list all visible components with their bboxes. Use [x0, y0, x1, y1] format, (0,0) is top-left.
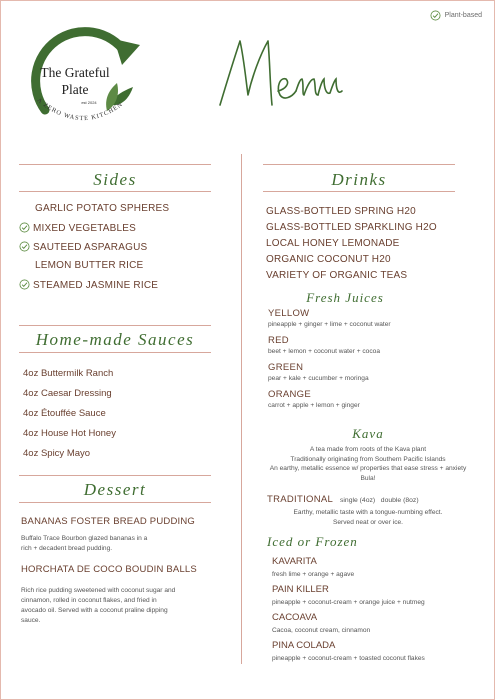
- iced-item-desc-text: Cacoa, coconut cream, cinnamon: [272, 627, 371, 634]
- menu-title: [206, 33, 346, 123]
- iced-item-desc: [272, 655, 425, 664]
- drink-item-text: VARIETY OF ORGANIC TEAS: [266, 270, 408, 281]
- side-item-text: SAUTEED ASPARAGUS: [33, 242, 148, 253]
- drink-item-text: LOCAL HONEY LEMONADE: [266, 238, 400, 249]
- logo-name-line1: The Grateful: [40, 65, 110, 80]
- iced-item-desc: [272, 571, 354, 580]
- sauce-item: [23, 388, 112, 399]
- plant-based-check-icon: [19, 241, 30, 252]
- plant-based-label: Plant-based: [444, 12, 482, 19]
- dessert-item-desc: sauce.: [21, 617, 41, 624]
- iced-item-desc: [272, 599, 425, 608]
- sauce-item: [23, 448, 90, 459]
- juice-name: [268, 308, 309, 319]
- side-item-text: MIXED VEGETABLES: [33, 223, 137, 234]
- juice-desc: [268, 321, 391, 330]
- juice-name: [268, 335, 289, 346]
- dessert-item-name: HORCHATA DE COCO BOUDIN BALLS: [21, 564, 197, 575]
- iced-heading: Iced or Frozen: [267, 534, 358, 549]
- sides-heading: Sides: [93, 170, 137, 189]
- juices-heading: Fresh Juices: [306, 290, 384, 305]
- dessert-item-name: BANANAS FOSTER BREAD PUDDING: [21, 516, 195, 527]
- sauces-heading: Home-made Sauces: [35, 330, 195, 349]
- sauce-item-text: 4oz Caesar Dressing: [23, 388, 112, 399]
- side-item-text: STEAMED JASMINE RICE: [33, 280, 159, 291]
- logo-est: est 2024: [81, 100, 97, 105]
- drinks-rule-top: [263, 164, 455, 165]
- iced-item-desc-text: fresh lime + orange + agave: [272, 571, 355, 578]
- kava-desc-line: A tea made from roots of the Kava plant: [309, 446, 427, 453]
- logo-name-line2: Plate: [61, 82, 89, 97]
- iced-item-name: [272, 556, 317, 567]
- plant-based-legend: [430, 10, 482, 21]
- drink-item-text: ORGANIC COCONUT H20: [266, 254, 391, 265]
- iced-item-desc: [272, 627, 370, 636]
- drink-item-text: GLASS-BOTTLED SPRING H20: [266, 206, 416, 217]
- dessert-item-desc: Rich rice pudding sweetened with coconut sugar and: [21, 587, 176, 594]
- juice-desc-text: pineapple + ginger + lime + coconut water: [268, 321, 391, 328]
- side-item-text: LEMON BUTTER RICE: [35, 260, 144, 271]
- juice-name-text: ORANGE: [268, 389, 311, 400]
- juice-desc-text: pear + kale + cucumber + moringa: [268, 375, 369, 382]
- iced-item-name-text: CACOAVA: [272, 612, 318, 623]
- iced-item-name: [272, 612, 317, 623]
- sides-rule-top: [19, 164, 211, 165]
- dessert-rule-bottom: [19, 502, 211, 503]
- kava-desc-line: Bula!: [360, 474, 376, 482]
- juice-name-text: RED: [268, 335, 289, 346]
- dessert-item-desc: Buffalo Trace Bourbon glazed bananas in a: [21, 535, 148, 542]
- grateful-plate-logo: [19, 15, 144, 140]
- iced-item-desc-text: pineapple + coconut-cream + toasted coconut flakes: [272, 655, 425, 662]
- dessert-item-desc: cinnamon, rolled in coconut flakes, and fried in: [21, 597, 157, 604]
- sauce-item-text: 4oz Buttermilk Ranch: [23, 368, 114, 379]
- kava-heading: Kava: [352, 426, 384, 441]
- plant-based-check-icon: [19, 279, 30, 290]
- side-item-text: GARLIC POTATO SPHERES: [35, 203, 170, 214]
- kava-item-sizes: single (4oz) double (8oz): [340, 497, 419, 504]
- dessert-heading: Dessert: [83, 480, 147, 499]
- drink-item: [266, 206, 416, 217]
- sauce-item: [23, 408, 106, 419]
- sauces-rule-bottom: [19, 352, 211, 353]
- juice-desc-text: beet + lemon + coconut water + cocoa: [268, 348, 380, 355]
- kava-item-name: TRADITIONAL: [267, 494, 334, 505]
- iced-item-name-text: PAIN KILLER: [272, 584, 329, 595]
- plant-based-check-icon: [430, 10, 441, 21]
- drink-item: [266, 270, 407, 281]
- kava-item-description: [244, 508, 492, 527]
- side-item: [35, 260, 143, 271]
- dessert-item-desc: avocado oil. Served with a coconut praline dipping: [21, 607, 168, 614]
- sauce-item-text: 4oz House Hot Honey: [23, 428, 116, 439]
- drink-item: [266, 254, 391, 265]
- kava-description: [244, 445, 492, 483]
- side-item: [19, 222, 136, 234]
- iced-item-name: [272, 584, 329, 595]
- drinks-heading: Drinks: [331, 170, 387, 189]
- juice-desc-text: carrot + apple + lemon + ginger: [268, 402, 360, 409]
- iced-item-name-text: PINA COLADA: [272, 640, 336, 651]
- juice-desc: [268, 375, 369, 384]
- plant-based-check-icon: [19, 222, 30, 233]
- side-item: [19, 241, 147, 253]
- kava-desc-line: Traditionally originating from Southern Pacific Islands: [290, 455, 446, 463]
- juice-desc: [268, 402, 360, 411]
- sauces-rule-top: [19, 325, 211, 326]
- kava-desc-line: An earthy, metallic essence w/ properties that ease stress + anxiety: [269, 465, 467, 473]
- drinks-rule-bottom: [263, 191, 455, 192]
- iced-item-name-text: KAVARITA: [272, 556, 317, 567]
- drink-item: [266, 238, 399, 249]
- juice-name-text: YELLOW: [268, 308, 310, 319]
- kava-item-desc-line: Earthy, metallic taste with a tongue-numbing effect.: [293, 509, 443, 516]
- side-item: [19, 279, 158, 291]
- juice-name-text: GREEN: [268, 362, 304, 373]
- juice-desc: [268, 348, 380, 357]
- dessert-rule-top: [19, 475, 211, 476]
- drink-item-text: GLASS-BOTTLED SPARKLING H2O: [266, 222, 437, 233]
- sauce-item: [23, 428, 116, 439]
- sauce-item-text: 4oz Étouffée Sauce: [23, 408, 106, 419]
- dessert-item-desc: rich + decadent bread pudding.: [21, 545, 113, 552]
- sauce-item-text: 4oz Spicy Mayo: [23, 448, 91, 459]
- side-item: [35, 203, 169, 214]
- iced-item-desc-text: pineapple + coconut-cream + orange juice + nutmeg: [272, 599, 425, 606]
- juice-name: [268, 389, 311, 400]
- juice-name: [268, 362, 303, 373]
- column-divider: [241, 154, 242, 664]
- sides-rule-bottom: [19, 191, 211, 192]
- sauce-item: [23, 368, 113, 379]
- drink-item: [266, 222, 437, 233]
- kava-item-desc-line: Served neat or over ice.: [332, 518, 403, 526]
- logo-tagline-text: A ZERO WASTE KITCHEN: [35, 96, 125, 123]
- iced-item-name: [272, 640, 335, 651]
